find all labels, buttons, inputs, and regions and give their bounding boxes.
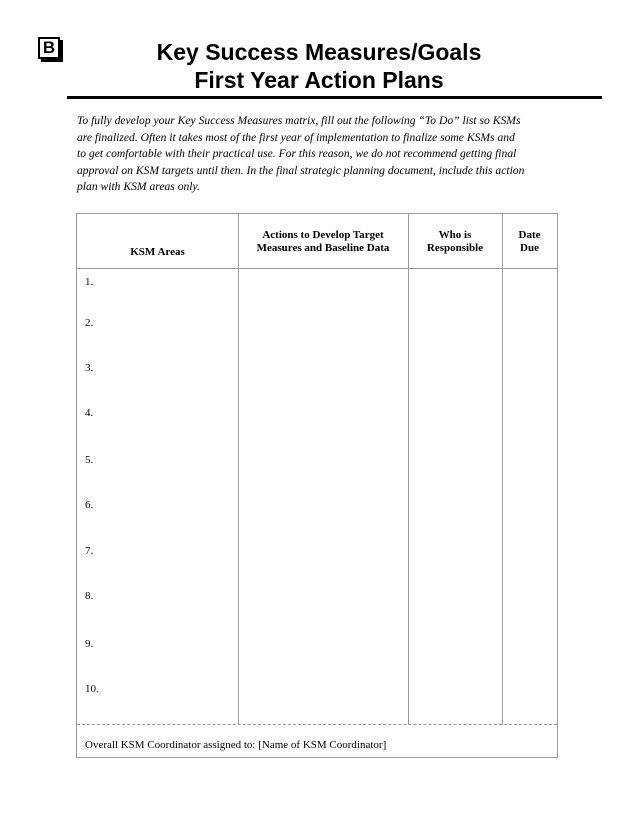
table-row-number: 1. <box>85 276 94 288</box>
intro-line: to get comfortable with their practical use. For this reason, we do not recommend getting final <box>77 147 517 160</box>
table-row-number: 4. <box>85 407 94 419</box>
column-divider <box>502 214 503 725</box>
page-title-line-1: Key Success Measures/Goals <box>156 39 482 65</box>
table-row-number: 3. <box>85 362 94 374</box>
header-ksm-areas: KSM Areas <box>130 245 185 258</box>
table-row-number: 9. <box>85 638 94 650</box>
page-title-line-2: First Year Action Plans <box>194 67 444 93</box>
intro-line: approval on KSM targets until then. In the final strategic planning document, include this action <box>77 163 525 177</box>
intro-line: plan with KSM areas only. <box>77 180 200 193</box>
title-rule <box>67 96 602 99</box>
column-divider <box>238 214 239 725</box>
intro-paragraph <box>77 113 572 196</box>
action-plan-table <box>76 213 558 758</box>
table-row-number: 8. <box>85 590 94 602</box>
table-row-number: 10. <box>85 683 99 695</box>
header-actions: Actions to Develop Target Measures and Baseline Data <box>256 228 390 254</box>
column-divider <box>408 214 409 725</box>
header-who-is-responsible: Who is Responsible <box>426 228 484 254</box>
intro-line: To fully develop your Key Success Measures matrix, fill out the following “To Do” list so KSMs <box>77 114 521 127</box>
header-date-due: Date Due <box>518 228 541 254</box>
table-row-number: 6. <box>85 499 94 511</box>
header-divider <box>77 268 557 269</box>
table-row-number: 7. <box>85 545 94 557</box>
table-row-number: 2. <box>85 317 94 329</box>
footer-divider <box>77 724 557 725</box>
table-row-number: 5. <box>85 454 94 466</box>
section-b-badge: B <box>38 37 60 59</box>
ksm-coordinator-line: Overall KSM Coordinator assigned to: [Name of KSM Coordinator] <box>85 739 387 751</box>
intro-line: are finalized. Often it takes most of the first year of implementation to finalize some KSMs and <box>77 130 515 144</box>
